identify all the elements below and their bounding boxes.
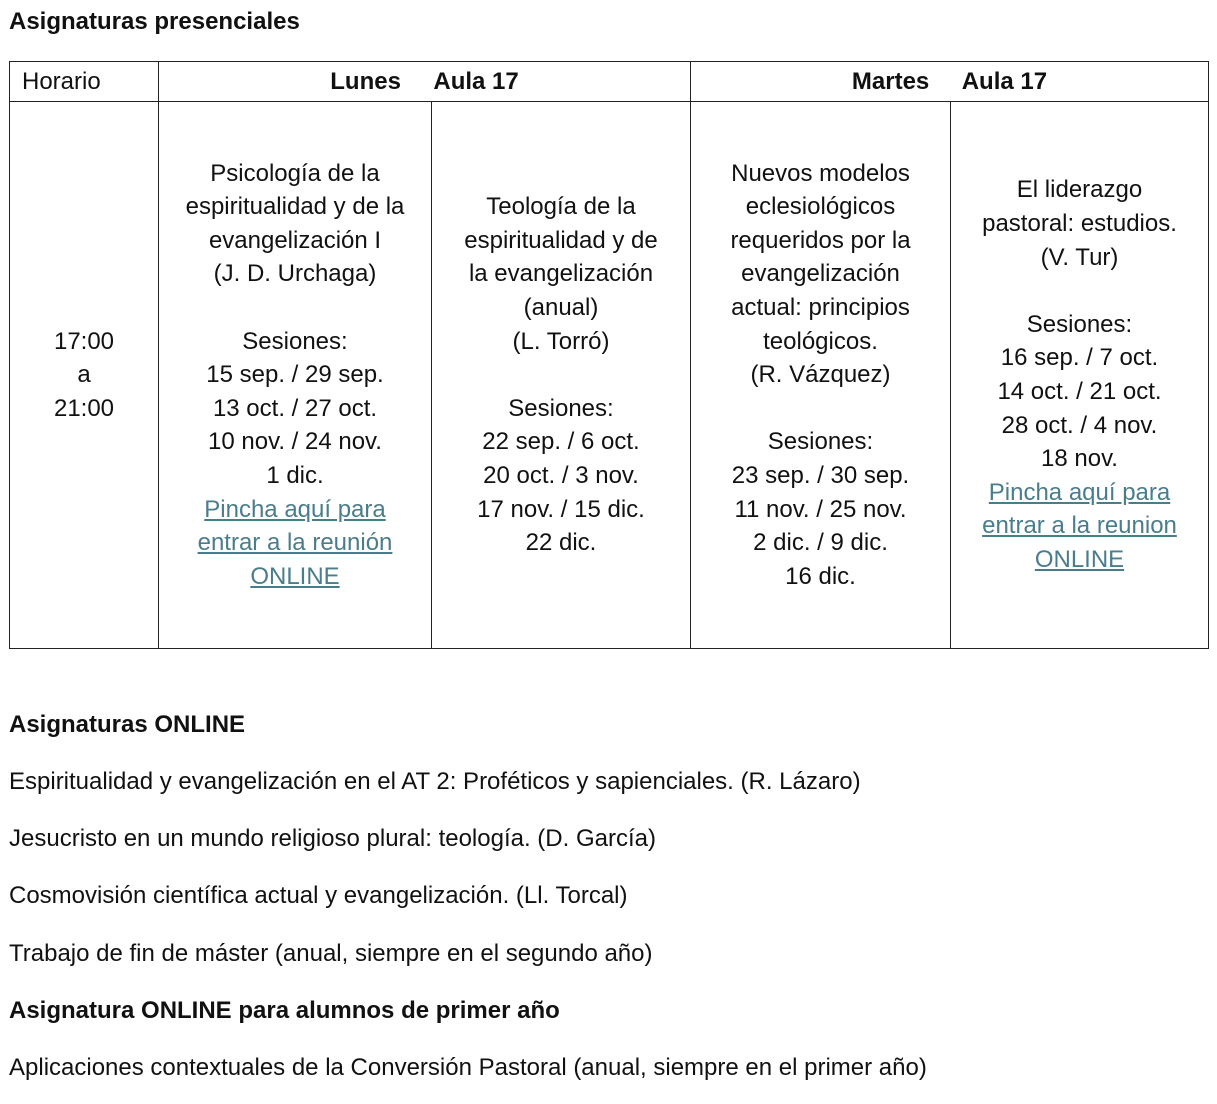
table-row [10, 102, 1209, 649]
tuesday-header-label: Martes Aula 17 [851, 67, 1048, 95]
section-title-first-year: Asignatura ONLINE para alumnos de primer año [9, 997, 560, 1024]
list-item: Trabajo de fin de máster (anual, siempre en el segundo año) [9, 940, 653, 967]
time-cell [10, 102, 159, 649]
time-range: 17:00 a 21:00 [53, 327, 115, 422]
course-cell-teologia [432, 102, 691, 649]
course-title: Teología de la espiritualidad y de la evangelización (anual) (L. Torró) [464, 193, 658, 355]
tuesday-header [691, 62, 1209, 102]
course-sessions: Sesiones: 15 sep. / 29 sep. 13 oct. / 27 oct. 10 nov. / 24 nov. 1 dic. [206, 327, 384, 489]
course-title: Psicología de la espiritualidad y de la evangelización I (J. D. Urchaga) [185, 159, 405, 288]
list-item: Espiritualidad y evangelización en el AT 2: Proféticos y sapienciales. (R. Lázaro) [9, 768, 861, 795]
course-cell-psicologia [159, 102, 432, 649]
course-sessions: Sesiones: 16 sep. / 7 oct. 14 oct. / 21 oct. 28 oct. / 4 nov. 18 nov. [997, 310, 1162, 473]
schedule-table [9, 61, 1209, 649]
monday-header-label: Lunes Aula 17 [330, 67, 519, 95]
course-title: Nuevos modelos eclesiológicos requeridos por la evangelización actual: principios teológicos. (R. Vázquez) [730, 159, 911, 389]
section-title-presenciales: Asignaturas presenciales [9, 8, 300, 35]
table-header-row [10, 62, 1209, 102]
list-item: Cosmovisión científica actual y evangelización. (Ll. Torcal) [9, 882, 628, 909]
course-sessions: Sesiones: 23 sep. / 30 sep. 11 nov. / 25 nov. 2 dic. / 9 dic. 16 dic. [731, 428, 910, 590]
monday-header [159, 62, 691, 102]
list-item: Jesucristo en un mundo religioso plural: teología. (D. García) [9, 825, 656, 852]
course-cell-liderazgo [951, 102, 1209, 649]
section-title-online: Asignaturas ONLINE [9, 711, 246, 738]
course-sessions: Sesiones: 22 sep. / 6 oct. 20 oct. / 3 nov. 17 nov. / 15 dic. 22 dic. [477, 394, 645, 557]
online-meeting-link[interactable]: Pincha aquí para entrar a la reunion ONLINE [982, 478, 1177, 573]
course-cell-modelos [691, 102, 951, 649]
course-title: El liderazgo pastoral: estudios. (V. Tur) [982, 176, 1177, 271]
list-item: Aplicaciones contextuales de la Conversión Pastoral (anual, siempre en el primer año) [9, 1054, 927, 1081]
online-meeting-link[interactable]: Pincha aquí para entrar a la reunión ONLINE [197, 495, 393, 590]
horario-header: Horario [10, 62, 159, 102]
